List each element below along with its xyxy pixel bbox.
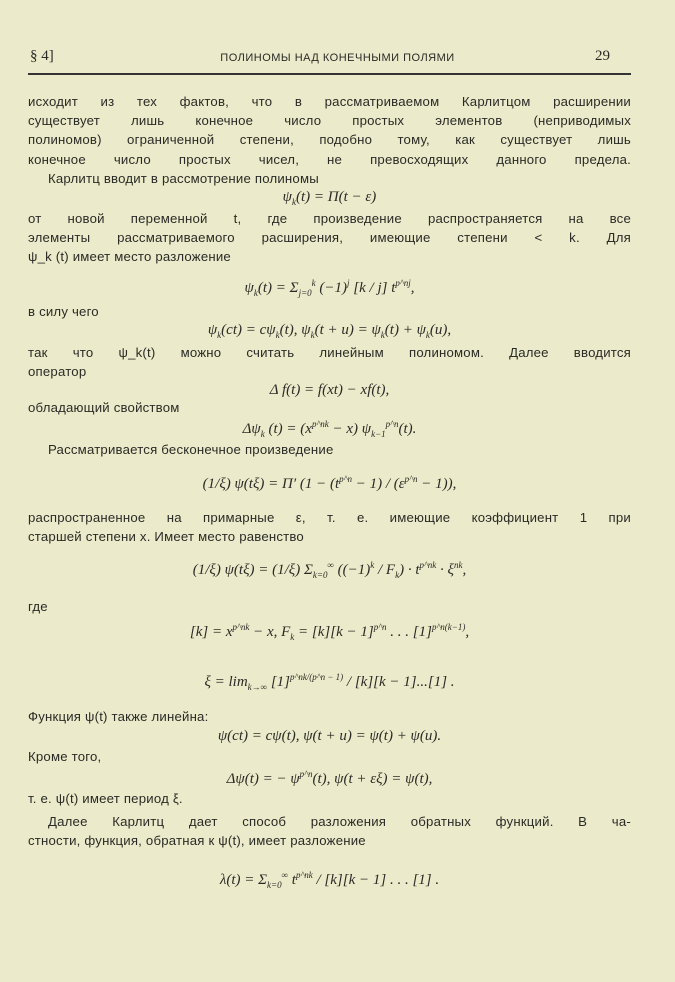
text-line: конечное число простых чисел, не превосходящих данного предела. xyxy=(28,152,631,167)
formula-part: ∞ xyxy=(327,560,334,570)
formula xyxy=(28,672,631,692)
formula-part: Δψ xyxy=(242,421,261,437)
formula-part: k xyxy=(292,197,296,207)
formula-part: Σ xyxy=(289,280,299,296)
formula-part: p^nk xyxy=(311,419,329,429)
formula-part: − 1)), xyxy=(417,476,457,492)
formula-part: / [k][k − 1] . . . [1] . xyxy=(312,872,440,888)
formula-part: k=0 xyxy=(267,880,282,890)
formula-part: k xyxy=(425,330,430,340)
formula-part: ) · t xyxy=(399,562,420,578)
formula-part: (1/ξ) ψ(tξ) = (1/ξ) Σ xyxy=(192,562,313,578)
text-line: Кроме того, xyxy=(28,749,102,764)
formula-part: k=0 xyxy=(312,570,328,580)
formula-part: Δ f(t) = f(xt) − xf(t), xyxy=(269,382,390,398)
formula-part: (t) = (x xyxy=(264,421,312,437)
formula-part: [k / j] t xyxy=(349,280,396,296)
formula-part: ((−1) xyxy=(333,562,371,578)
formula-part: (t + u) = ψ xyxy=(314,322,381,338)
text-line: существует лишь конечное число простых элементов (неприводимых xyxy=(28,113,631,128)
formula-part: j xyxy=(347,278,350,288)
formula-part: , xyxy=(410,280,415,296)
formula-part: / [k][k − 1]...[1] . xyxy=(343,674,455,690)
formula-part: (t). xyxy=(398,421,417,437)
formula-part: ξ = lim xyxy=(204,674,248,690)
formula-part: j=0 xyxy=(298,288,312,298)
formula-part: p^n xyxy=(404,474,418,484)
formula xyxy=(28,870,631,890)
formula-part: k xyxy=(290,632,295,642)
formula-part: (t), ψ xyxy=(279,322,311,338)
formula-part: (ct) = cψ xyxy=(221,322,276,338)
formula xyxy=(28,474,631,493)
formula-part: . . . [1] xyxy=(386,624,432,640)
formula-part: · ξ xyxy=(436,562,454,578)
formula-part: p^nj xyxy=(395,278,411,288)
formula-part: (t) = xyxy=(257,280,290,296)
formula-part: p^n xyxy=(373,622,387,632)
formula-part: t xyxy=(288,872,296,888)
formula-part: λ(t) = Σ xyxy=(219,872,268,888)
text-line: ψ_k (t) имеет место разложение xyxy=(28,249,231,264)
formula-part: Δψ(t) = − ψ xyxy=(226,771,300,787)
page-number: 29 xyxy=(595,48,610,64)
formula-part: , xyxy=(462,562,467,578)
text-line: Карлитц вводит в рассмотрение полиномы xyxy=(48,171,319,186)
text-line: обладающий свойством xyxy=(28,400,180,415)
formula-part: [k] = x xyxy=(189,624,233,640)
text-line: старшей степени x. Имеет место равенство xyxy=(28,529,304,544)
formula-part: ∞ xyxy=(281,870,289,880)
text-line: элементы рассматриваемого расширения, имеющие степени < k. Для xyxy=(28,230,631,245)
formula-part: k xyxy=(395,570,400,580)
formula xyxy=(28,728,631,745)
formula-part: [1] xyxy=(267,674,291,690)
formula-part: p^nk xyxy=(232,622,250,632)
text-line: Рассматривается бесконечное произведение xyxy=(48,442,334,457)
formula-part: k xyxy=(217,330,222,340)
formula-part: ψ xyxy=(244,280,254,296)
formula-part: k xyxy=(311,278,316,288)
formula-part: (t) + ψ xyxy=(384,322,426,338)
formula-part: k xyxy=(260,429,265,439)
formula-part: p^nk xyxy=(419,560,437,570)
formula-part: ψ(ct) = cψ(t), ψ(t + u) = ψ(t) + ψ(u). xyxy=(217,728,442,744)
formula-part: (1/ξ) ψ(tξ) = Π′ (1 − (t xyxy=(202,476,340,492)
formula-part: (u), xyxy=(429,322,452,338)
formula-part: − 1) / (ε xyxy=(351,476,405,492)
formula-part: p^n xyxy=(299,769,313,779)
formula xyxy=(28,419,631,439)
formula xyxy=(28,560,631,580)
formula-part: k xyxy=(253,288,258,298)
formula-part: p^n xyxy=(339,474,352,484)
formula-part: − x, F xyxy=(249,624,291,640)
formula-part: ψ xyxy=(207,322,218,338)
text-line: где xyxy=(28,599,48,614)
text-line: Функция ψ(t) также линейна: xyxy=(28,709,209,724)
formula-part: k→∞ xyxy=(247,682,268,692)
formula-part: p^nk xyxy=(295,870,313,880)
formula-part: , xyxy=(465,624,470,640)
formula-part: p^n xyxy=(385,419,399,429)
formula-part: = [k][k − 1] xyxy=(294,624,374,640)
formula-part: k xyxy=(380,330,385,340)
formula xyxy=(28,322,631,340)
section-mark: § 4] xyxy=(30,48,54,64)
text-line: полиномов) ограниченной степени, подобно тому, как существует лишь xyxy=(28,132,631,147)
text-line: в силу чего xyxy=(28,304,99,319)
formula-part: p^nk/(p^n − 1) xyxy=(290,672,344,682)
formula xyxy=(28,278,631,298)
formula-part: k xyxy=(310,330,315,340)
formula-part: k xyxy=(275,330,280,340)
text-line: от новой переменной t, где произведение распространяется на все xyxy=(28,211,631,226)
header-rule xyxy=(28,73,631,75)
text-line: т. е. ψ(t) имеет период ξ. xyxy=(28,791,183,806)
formula xyxy=(28,382,631,399)
formula-part: / F xyxy=(374,562,396,578)
formula xyxy=(28,769,631,788)
formula xyxy=(28,622,631,642)
text-line: распространенное на примарные ε, т. е. имеющие коэффициент 1 при xyxy=(28,510,631,525)
formula-part: − x) ψ xyxy=(328,421,372,437)
formula-part: p^n(k−1) xyxy=(431,622,466,632)
formula-part: (−1) xyxy=(315,280,348,296)
text-line: исходит из тех фактов, что в рассматриваемом Карлитцом расширении xyxy=(28,94,631,109)
running-title: ПОЛИНОМЫ НАД КОНЕЧНЫМИ ПОЛЯМИ xyxy=(220,52,455,64)
formula-part: k−1 xyxy=(371,429,386,439)
text-line: стности, функция, обратная к ψ(t), имеет разложение xyxy=(28,833,366,848)
formula-part: (t) = Π(t − ε) xyxy=(296,189,377,205)
text-line: так что ψ_k(t) можно считать линейным полиномом. Далее вводится xyxy=(28,345,631,360)
formula-part: (t), ψ(t + εξ) = ψ(t), xyxy=(312,771,433,787)
formula-part: nk xyxy=(453,560,463,570)
formula-part: k xyxy=(370,560,375,570)
text-line: оператор xyxy=(28,364,87,379)
formula xyxy=(28,189,631,207)
formula-part: ψ xyxy=(282,189,292,205)
text-line: Далее Карлитц дает способ разложения обратных функций. В ча- xyxy=(48,814,631,829)
